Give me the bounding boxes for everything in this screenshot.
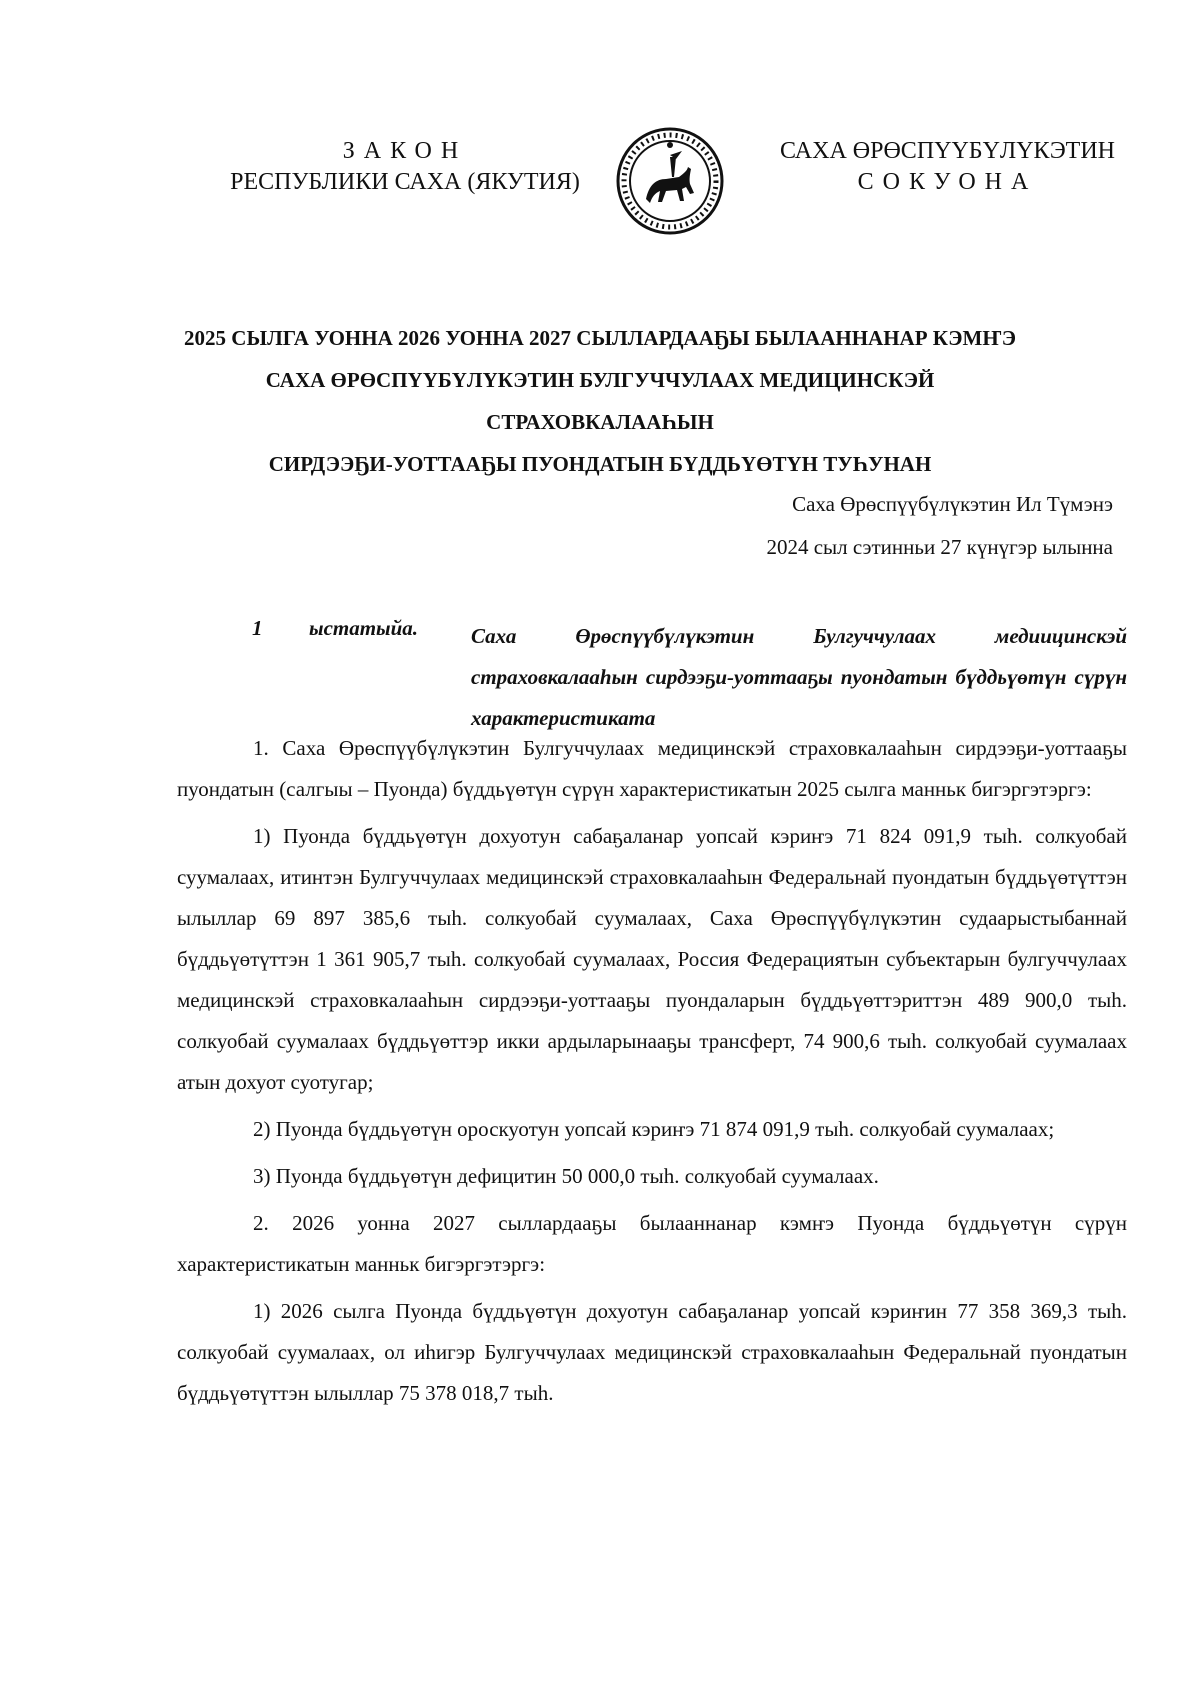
law-label-ru: ЗАКОН <box>342 138 468 164</box>
title-line-2: САХА ӨРӨСПҮҮБҮЛҮКЭТИН БУЛГУЧЧУЛААХ МЕДИЦИНСКЭЙ СТРАХОВКАЛААҺЫН <box>265 368 935 434</box>
republic-name-sakha: САХА ӨРӨСПҮҮБҮЛҮКЭТИН <box>779 138 1115 164</box>
coat-of-arms-seal-icon <box>616 127 724 235</box>
paragraph: 2. 2026 уонна 2027 сыллардааҕы былааннанар кэмҥэ Пуонда бүддьүөтүн сүрүн характеристикатын манньк бигэргэтэргэ: <box>177 1211 1127 1276</box>
title-line-1: 2025 СЫЛГА УОННА 2026 УОННА 2027 СЫЛЛАРДААҔЫ БЫЛААННАНАР КЭМҤЭ <box>184 326 1016 350</box>
paragraph: 1. Саха Өрөспүүбүлүкэтин Булгуччулаах медицинскэй страховкалааһын сирдээҕи-уоттааҕы пуондатын (салгыы – Пуонда) бүддьүөтүн сүрүн характеристикатын 2025 сылга манньк бигэргэтэргэ: <box>177 736 1127 801</box>
article-number: 1 <box>252 616 263 640</box>
document-body <box>177 728 1127 1420</box>
article-word: ыстатыйа. <box>309 616 419 640</box>
law-label-sakha: СОКУОНА <box>857 169 1038 195</box>
paragraph: 1) 2026 сылга Пуонда бүддьүөтүн дохуотун сабаҕаланар уопсай кэриҥин 77 358 369,3 тыһ. солкуобай суумалаах, ол иһигэр Булгуччулаах медицинскэй страховкалааһын Федеральнай пуондатын бүддьүөтүттэн ылыллар 75 378 018,7 тыһ. <box>177 1299 1127 1405</box>
paragraph: 1) Пуонда бүддьүөтүн дохуотун сабаҕаланар уопсай кэриҥэ 71 824 091,9 тыһ. солкуобай суумалаах, итинтэн Булгуччулаах медицинскэй страховкалааһын Федеральнай пуондатын бүддьүөтүттэн ылыллар 69 897 385,6 тыһ. солкуобай суумалаах, Саха Өрөспүүбүлүкэтин судаарыстыбаннай бүддьүөтүттэн 1 361 905,7 тыһ. солкуобай суумалаах, Россия Федерациятын субъектарын булгуччулаах медицинскэй страховкалааһын сирдээҕи-уоттааҕы пуондаларын бүддьүөттэриттэн 489 900,0 тыһ. солкуобай суумалаах бүддьүөттэр икки ардыларынааҕы трансферт, 74 900,6 тыһ. солкуобай суумалаах атын дохуот суотугар; <box>177 824 1127 1094</box>
document-title <box>150 317 1050 485</box>
paragraph: 2) Пуонда бүддьүөтүн ороскуотун уопсай кэриҥэ 71 874 091,9 тыһ. солкуобай суумалаах; <box>253 1117 1055 1141</box>
header-right <box>760 136 1135 198</box>
article-title: Саха Өрөспүүбүлүкэтин Булгуччулаах медиицинскэй страховкалааһын сирдээҕи-уоттааҕы пуондатын бүддьүөтүн сүрүн характеристиката <box>471 624 1127 730</box>
republic-name-ru: РЕСПУБЛИКИ САХА (ЯКУТИЯ) <box>230 169 580 195</box>
adopted-by: Саха Өрөспүүбүлүкэтин Ил Түмэнэ <box>792 492 1113 516</box>
title-line-3: СИРДЭЭҔИ-УОТТААҔЫ ПУОНДАТЫН БҮДДЬҮӨТҮН ТУҺУНАН <box>268 452 932 476</box>
header-left <box>220 136 590 198</box>
adoption-date: 2024 сыл сэтинньи 27 күнүгэр ылынна <box>766 535 1113 559</box>
paragraph: 3) Пуонда бүддьүөтүн дефицитин 50 000,0 тыһ. солкуобай суумалаах. <box>253 1164 879 1188</box>
